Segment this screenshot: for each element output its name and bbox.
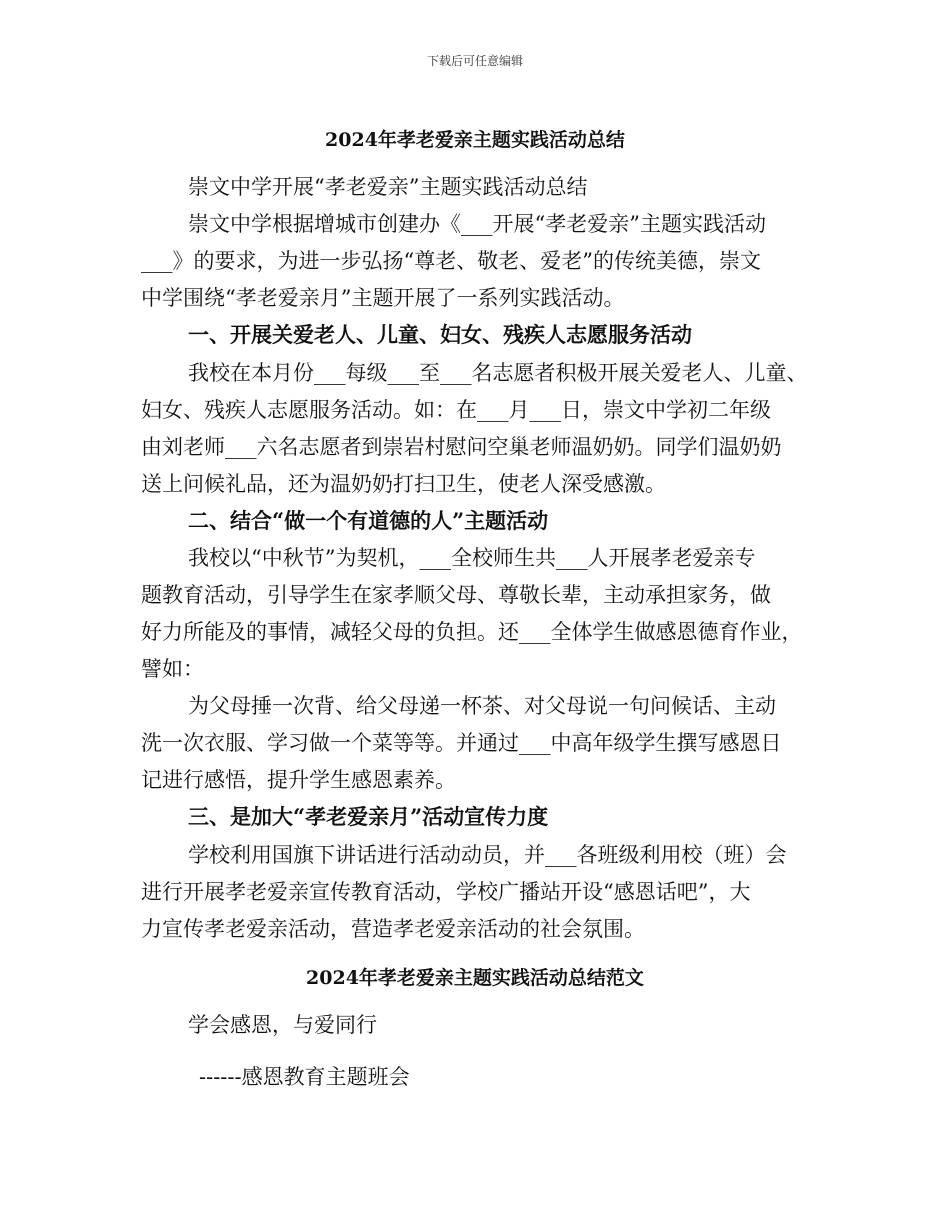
section-heading: 一、开展关爱老人、儿童、妇女、残疾人志愿服务活动 bbox=[188, 322, 692, 347]
paragraph-line: 中学围绕“孝老爱亲月”主题开展了一系列实践活动。 bbox=[141, 286, 625, 310]
paragraph-line: 洗一次衣服、学习做一个菜等等。并通过___中高年级学生撰写感恩日 bbox=[141, 731, 782, 755]
page-header: 下载后可任意编辑 bbox=[426, 54, 523, 68]
paragraph-line: ___》的要求，为进一步弘扬“尊老、敬老、爱老”的传统美德，崇文 bbox=[141, 249, 761, 273]
closing-subtitle: ------感恩教育主题班会 bbox=[199, 1065, 410, 1089]
paragraph-line: 为父母捶一次背、给父母递一杯茶、对父母说一句问候话、主动 bbox=[188, 694, 776, 718]
paragraph-line: 学校利用国旗下讲话进行活动动员，并___各班级利用校（班）会 bbox=[188, 843, 787, 867]
paragraph-line: 由刘老师___六名志愿者到崇岩村慰问空巢老师温奶奶。同学们温奶奶 bbox=[141, 435, 782, 459]
paragraph-line: 譬如： bbox=[141, 657, 204, 681]
subtitle: 崇文中学开展“孝老爱亲”主题实践活动总结 bbox=[188, 175, 588, 199]
section-heading: 三、是加大“孝老爱亲月”活动宣传力度 bbox=[188, 804, 549, 829]
paragraph-line: 送上问候礼品，还为温奶奶打扫卫生，使老人深受感激。 bbox=[141, 472, 666, 496]
paragraph-line: 题教育活动，引导学生在家孝顺父母、尊敬长辈，主动承担家务，做 bbox=[141, 583, 771, 607]
paragraph-line: 我校以“中秋节”为契机，___全校师生共___人开展孝老爱亲专 bbox=[188, 546, 756, 570]
paragraph-line: 崇文中学根据增城市创建办《___开展“孝老爱亲”主题实践活动 bbox=[188, 212, 766, 236]
closing-line: 学会感恩，与爱同行 bbox=[188, 1013, 377, 1037]
section-heading: 二、结合“做一个有道德的人”主题活动 bbox=[188, 508, 549, 533]
paragraph-line: 记进行感悟，提升学生感恩素养。 bbox=[141, 768, 456, 792]
paragraph-line: 妇女、残疾人志愿服务活动。如：在___月___日，崇文中学初二年级 bbox=[141, 398, 771, 422]
paragraph-line: 我校在本月份___每级___至___名志愿者积极开展关爱老人、儿童、 bbox=[188, 361, 808, 385]
document-title: 2024年孝老爱亲主题实践活动总结 bbox=[325, 129, 625, 151]
paragraph-line: 好力所能及的事情，减轻父母的负担。还___全体学生做感恩德育作业， bbox=[141, 620, 803, 644]
paragraph-line: 力宣传孝老爱亲活动，营造孝老爱亲活动的社会氛围。 bbox=[141, 917, 645, 941]
paragraph-line: 进行开展孝老爱亲宣传教育活动，学校广播站开设“感恩话吧”，大 bbox=[141, 880, 751, 904]
document-title-2: 2024年孝老爱亲主题实践活动总结范文 bbox=[306, 967, 644, 989]
